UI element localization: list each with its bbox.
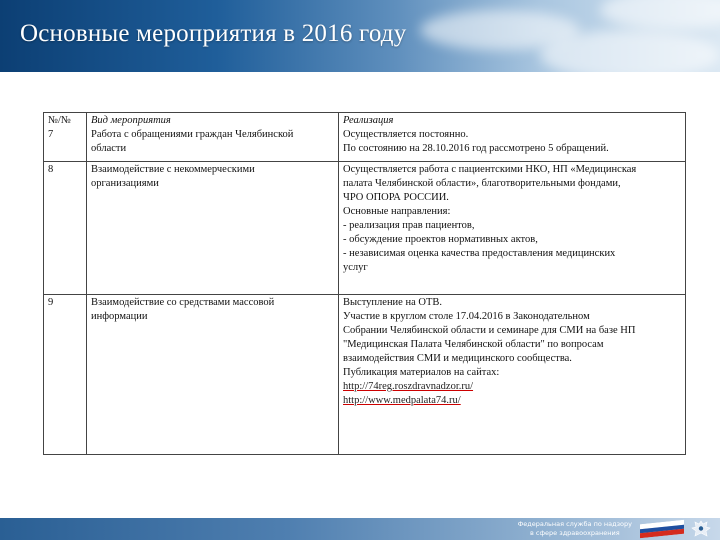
- eagle-emblem-icon: [690, 519, 712, 539]
- result-text: - реализация прав пациентов,: [343, 220, 475, 231]
- header-activity: Вид мероприятия: [91, 115, 171, 126]
- footer-agency-name: [518, 520, 632, 538]
- result-text: Выступление на ОТВ.: [343, 297, 442, 308]
- footer-line-1: Федеральная служба по надзору: [517, 520, 632, 528]
- row-number: 8: [48, 164, 54, 175]
- result-text: "Медицинская Палата Челябинской области" по вопросам: [343, 339, 604, 350]
- result-cell: [339, 162, 686, 295]
- activity-text: информации: [91, 311, 148, 322]
- table-row-7: [44, 113, 686, 162]
- table-row-9: [44, 295, 686, 455]
- result-text: услуг: [343, 262, 368, 273]
- result-text: По состоянию на 28.10.2016 год рассмотрено 5 обращений.: [343, 143, 609, 154]
- link-medpalata[interactable]: http://www.medpalata74.ru/: [343, 395, 461, 406]
- activity-cell: [87, 113, 339, 162]
- activity-text: области: [91, 143, 127, 154]
- result-text: Собрании Челябинской области и семинаре для СМИ на базе НП: [343, 325, 636, 336]
- table-row-8: [44, 162, 686, 295]
- footer-bar: [0, 518, 720, 540]
- link-roszdravnadzor[interactable]: http://74reg.roszdravnadzor.ru/: [343, 381, 474, 392]
- num-cell: [44, 113, 87, 162]
- result-text: Осуществляется работа с пациентскими НКО, НП «Медицинская: [343, 164, 637, 175]
- row-number: 7: [48, 129, 54, 140]
- page-title: Основные мероприятия в 2016 году: [20, 20, 407, 47]
- result-text: Публикация материалов на сайтах:: [343, 367, 500, 378]
- result-text: - обсуждение проектов нормативных актов,: [343, 234, 538, 245]
- result-text: ЧРО ОПОРА РОССИИ.: [343, 192, 449, 203]
- result-text: - независимая оценка качества предоставления медицинских: [343, 248, 616, 259]
- result-text: Участие в круглом столе 17.04.2016 в Законодательном: [343, 311, 590, 322]
- activities-table: [43, 112, 686, 455]
- footer-line-2: в сфере здравоохранения: [530, 529, 620, 537]
- header-result: Реализация: [343, 115, 394, 126]
- result-text: Осуществляется постоянно.: [343, 129, 469, 140]
- row-number: 9: [48, 297, 54, 308]
- activity-text: организациями: [91, 178, 159, 189]
- activity-text: Взаимодействие со средствами массовой: [91, 297, 275, 308]
- header-num: №/№: [48, 115, 71, 126]
- result-text: палата Челябинской области», благотворительными фондами,: [343, 178, 621, 189]
- result-cell: [339, 113, 686, 162]
- num-cell: [44, 162, 87, 295]
- num-cell: [44, 295, 87, 455]
- header-banner: [0, 0, 720, 72]
- result-cell: [339, 295, 686, 455]
- activity-cell: [87, 162, 339, 295]
- activity-text: Взаимодействие с некоммерческими: [91, 164, 255, 175]
- result-text: Основные направления:: [343, 206, 451, 217]
- activity-text: Работа с обращениями граждан Челябинской: [91, 129, 294, 140]
- activity-cell: [87, 295, 339, 455]
- result-text: взаимодействия СМИ и медицинского сообщества.: [343, 353, 572, 364]
